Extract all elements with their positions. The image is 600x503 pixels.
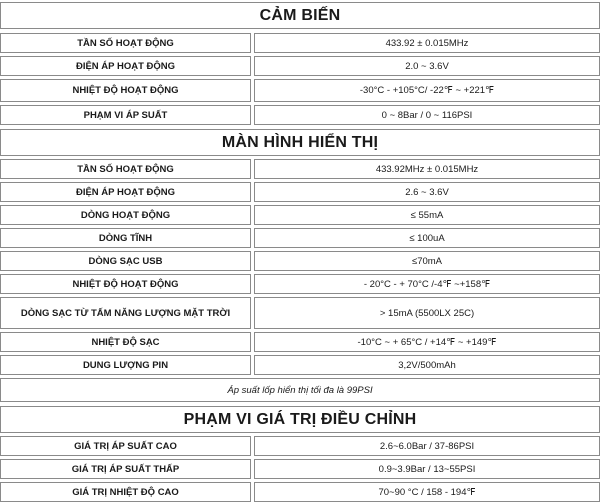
row-label: NHIỆT ĐỘ HOẠT ĐỘNG <box>0 274 251 294</box>
row-value: 3,2V/500mAh <box>254 355 600 375</box>
table-row <box>0 33 600 53</box>
row-label: DÒNG SẠC USB <box>0 251 251 271</box>
table-row <box>0 355 600 375</box>
row-value: ≤70mA <box>254 251 600 271</box>
table-row <box>0 159 600 179</box>
table-row <box>0 482 600 502</box>
row-label: GIÁ TRỊ NHIỆT ĐỘ CAO <box>0 482 251 502</box>
table-row <box>0 105 600 125</box>
section-title-sensor: CẢM BIẾN <box>0 2 600 29</box>
row-label: ĐIỆN ÁP HOẠT ĐỘNG <box>0 182 251 202</box>
row-label: GIÁ TRỊ ÁP SUẤT CAO <box>0 436 251 456</box>
row-label: DUNG LƯỢNG PIN <box>0 355 251 375</box>
table-row <box>0 228 600 248</box>
table-row <box>0 79 600 102</box>
table-row <box>0 436 600 456</box>
row-label: DÒNG TĨNH <box>0 228 251 248</box>
row-value: 2.6 ~ 3.6V <box>254 182 600 202</box>
row-value: 2.0 ~ 3.6V <box>254 56 600 76</box>
row-label: GIÁ TRỊ ÁP SUẤT THẤP <box>0 459 251 479</box>
table-row <box>0 297 600 329</box>
row-label: PHẠM VI ÁP SUẤT <box>0 105 251 125</box>
row-value: 0 ~ 8Bar / 0 ~ 116PSI <box>254 105 600 125</box>
row-label: TẦN SỐ HOẠT ĐỘNG <box>0 159 251 179</box>
row-value: - 20°C - + 70°C /-4℉ ~+158℉ <box>254 274 600 294</box>
row-value: 433.92 ± 0.015MHz <box>254 33 600 53</box>
table-row <box>0 205 600 225</box>
row-label: ĐIỆN ÁP HOẠT ĐỘNG <box>0 56 251 76</box>
row-value: > 15mA (5500LX 25C) <box>254 297 600 329</box>
row-label: NHIỆT ĐỘ HOẠT ĐỘNG <box>0 79 251 102</box>
table-row <box>0 332 600 352</box>
table-row <box>0 182 600 202</box>
row-value: ≤ 55mA <box>254 205 600 225</box>
row-value: ≤ 100uA <box>254 228 600 248</box>
table-row <box>0 251 600 271</box>
row-value: 433.92MHz ± 0.015MHz <box>254 159 600 179</box>
row-value: 0.9~3.9Bar / 13~55PSI <box>254 459 600 479</box>
row-value: -30°C - +105°C/ -22℉ ~ +221℉ <box>254 79 600 102</box>
section-title-adjust-range: PHẠM VI GIÁ TRỊ ĐIỀU CHỈNH <box>0 406 600 433</box>
row-value: 70~90 °C / 158 - 194℉ <box>254 482 600 502</box>
row-label: TẦN SỐ HOẠT ĐỘNG <box>0 33 251 53</box>
table-row <box>0 274 600 294</box>
row-value: 2.6~6.0Bar / 37-86PSI <box>254 436 600 456</box>
table-row <box>0 459 600 479</box>
row-label: NHIỆT ĐỘ SẠC <box>0 332 251 352</box>
row-label: DÒNG HOẠT ĐỘNG <box>0 205 251 225</box>
pressure-note: Áp suất lốp hiển thị tối đa là 99PSI <box>0 378 600 402</box>
table-row <box>0 56 600 76</box>
section-title-display: MÀN HÌNH HIỂN THỊ <box>0 129 600 156</box>
row-label: DÒNG SẠC TỪ TẤM NĂNG LƯỢNG MẶT TRỜI <box>0 297 251 329</box>
row-value: -10°C ~ + 65°C / +14℉ ~ +149℉ <box>254 332 600 352</box>
